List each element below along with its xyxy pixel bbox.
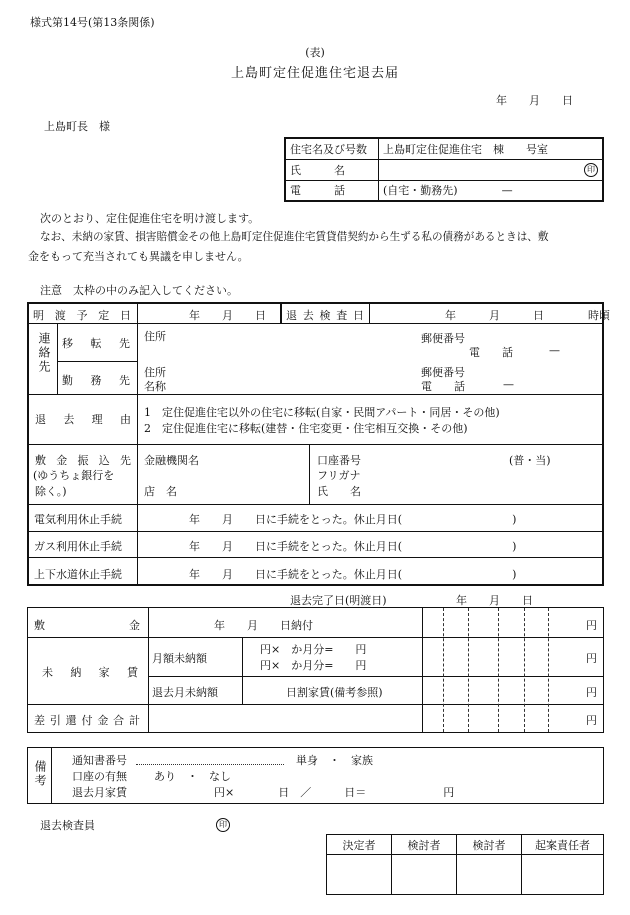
reason-label: 退去理由 — [35, 413, 131, 426]
inspection-value[interactable]: 年 月 日 時頃 — [445, 309, 610, 322]
monthly-unpaid-label: 月額未納額 — [152, 652, 207, 665]
drafter-header: 起案責任者 — [522, 835, 604, 855]
inspector-seal[interactable] — [216, 817, 230, 832]
unpaid-rent-label: 未 納 家 賃 — [42, 666, 138, 679]
statement-line-2: なお、未納の家賃、損害賠償金その他上島町定住促進住宅賃貸借契約から生ずる私の債務があるときは、敷 — [40, 231, 549, 243]
work-label: 勤務先 — [62, 374, 130, 387]
page-title: 上島町定住促進住宅退去届 — [230, 66, 399, 81]
deposit-label-3: 除く。) — [35, 485, 67, 498]
leaving-rent-label: 退去月家賃 — [72, 786, 127, 799]
reviewer-stamp-1[interactable] — [392, 855, 457, 895]
gas-label: ガス利用休止手続 — [34, 540, 122, 553]
account-exists-label: 口座の有無 — [72, 770, 127, 783]
remarks-label: 備考 — [33, 760, 47, 788]
house-value[interactable]: 上島町定住促進住宅 棟 号室 — [379, 138, 604, 159]
reviewer-header-1: 検討者 — [392, 835, 457, 855]
inspector-label: 退去検査員 — [40, 819, 95, 832]
transfer-postal-label[interactable]: 郵便番号 — [421, 332, 465, 345]
bank-label[interactable]: 金融機関名 — [144, 454, 199, 467]
electric-label: 電気利用休止手続 — [34, 513, 122, 526]
statement-line-3: 金をもって充当されても異議を申しません。 — [28, 250, 249, 263]
calc-table — [27, 607, 604, 733]
leaving-unpaid-value[interactable]: 日割家賃(備考参照) — [286, 686, 383, 699]
leaving-yen: 円 — [586, 686, 597, 699]
seal-icon: 印 — [216, 818, 230, 832]
move-date-value[interactable]: 年 月 日 — [189, 309, 266, 322]
gas-procedure[interactable]: 年 月 日に手続をとった。休止月日( ) — [189, 540, 517, 553]
move-date-label: 明渡予定日 — [33, 309, 131, 322]
statement-line-1: 次のとおり、定住促進住宅を明け渡します。 — [40, 212, 260, 225]
reviewer-stamp-2[interactable] — [457, 855, 522, 895]
reviewer-header-2: 検討者 — [457, 835, 522, 855]
main-form-table — [27, 302, 610, 586]
work-postal-label[interactable]: 郵便番号 — [421, 366, 465, 379]
water-label: 上下水道休止手続 — [34, 568, 122, 581]
name-label: 氏 名 — [285, 159, 379, 180]
holder-label[interactable]: 氏 名 — [317, 485, 361, 498]
submission-date[interactable]: 年 月 日 — [496, 94, 573, 107]
electric-procedure[interactable]: 年 月 日に手続をとった。休止月日( ) — [189, 513, 517, 526]
drafter-stamp[interactable] — [522, 855, 604, 895]
work-address-label[interactable]: 住所 — [144, 366, 166, 379]
phone-label: 電 話 — [285, 180, 379, 201]
deposit-paid-date[interactable]: 年 月 日納付 — [214, 619, 313, 632]
deposit-label-1: 敷金振込先 — [35, 454, 131, 467]
leaving-rent-formula[interactable]: 円× 日 ／ 日＝ 円 — [214, 786, 455, 799]
work-tel-dash: — — [503, 378, 514, 391]
decider-header: 決定者 — [327, 835, 392, 855]
kana-label[interactable]: フリガナ — [317, 469, 361, 482]
notice-number-field[interactable] — [136, 764, 284, 765]
remarks-box — [27, 747, 604, 804]
notice-number-label: 通知書番号 — [72, 754, 127, 767]
household-type[interactable]: 単身 ・ 家族 — [296, 754, 373, 767]
transfer-tel-label[interactable]: 電 話 — [469, 346, 513, 359]
transfer-label: 移転先 — [62, 337, 130, 350]
total-refund-label: 差引還付金合計 — [34, 714, 140, 727]
total-yen: 円 — [586, 714, 597, 727]
decider-stamp[interactable] — [327, 855, 392, 895]
transfer-tel-dash: — — [549, 344, 560, 357]
water-procedure[interactable]: 年 月 日に手続をとった。休止月日( ) — [189, 568, 517, 581]
applicant-info-box — [284, 137, 604, 202]
heading-sub: (表) — [305, 46, 325, 59]
deposit-label-2: (ゆうちょ銀行を — [33, 469, 115, 482]
phone-value[interactable]: (自宅・勤務先) — — [379, 180, 604, 201]
monthly-calc-line-1[interactable]: 円× か月分= 円 — [260, 643, 367, 656]
work-tel-label[interactable]: 電 話 — [421, 380, 465, 393]
monthly-yen: 円 — [586, 652, 597, 665]
completion-label: 退去完了日(明渡日) — [290, 594, 387, 607]
inspection-label: 退去検査日 — [286, 309, 364, 322]
account-type[interactable]: (普・当) — [509, 454, 551, 467]
reason-option-1[interactable]: 1 定住促進住宅以外の住宅に移転(自家・民間アパート・同居・その他) — [144, 406, 500, 419]
deposit-amount-label: 敷 金 — [34, 619, 140, 632]
leaving-unpaid-label: 退去月未納額 — [152, 686, 218, 699]
note: 注意 太枠の中のみ記入してください。 — [40, 284, 238, 297]
monthly-calc-line-2[interactable]: 円× か月分= 円 — [260, 659, 367, 672]
reason-option-2[interactable]: 2 定住促進住宅に移転(建替・住宅変更・住宅相互交換・その他) — [144, 422, 468, 435]
house-label: 住宅名及び号数 — [285, 138, 379, 159]
approval-table — [326, 834, 604, 895]
addressee: 上島町長 様 — [44, 120, 110, 133]
branch-label[interactable]: 店 名 — [144, 485, 177, 498]
form-number: 様式第14号(第13条関係) — [30, 16, 155, 29]
account-label[interactable]: 口座番号 — [317, 454, 361, 467]
completion-date[interactable]: 年 月 日 — [456, 594, 533, 607]
work-name-label[interactable]: 名称 — [144, 380, 166, 393]
transfer-address-label[interactable]: 住所 — [144, 330, 166, 343]
name-field[interactable] — [379, 159, 604, 180]
deposit-yen: 円 — [586, 619, 597, 632]
seal-icon: 印 — [584, 163, 598, 177]
contact-label: 連絡先 — [37, 332, 51, 374]
account-exists-value[interactable]: あり ・ なし — [154, 770, 231, 783]
